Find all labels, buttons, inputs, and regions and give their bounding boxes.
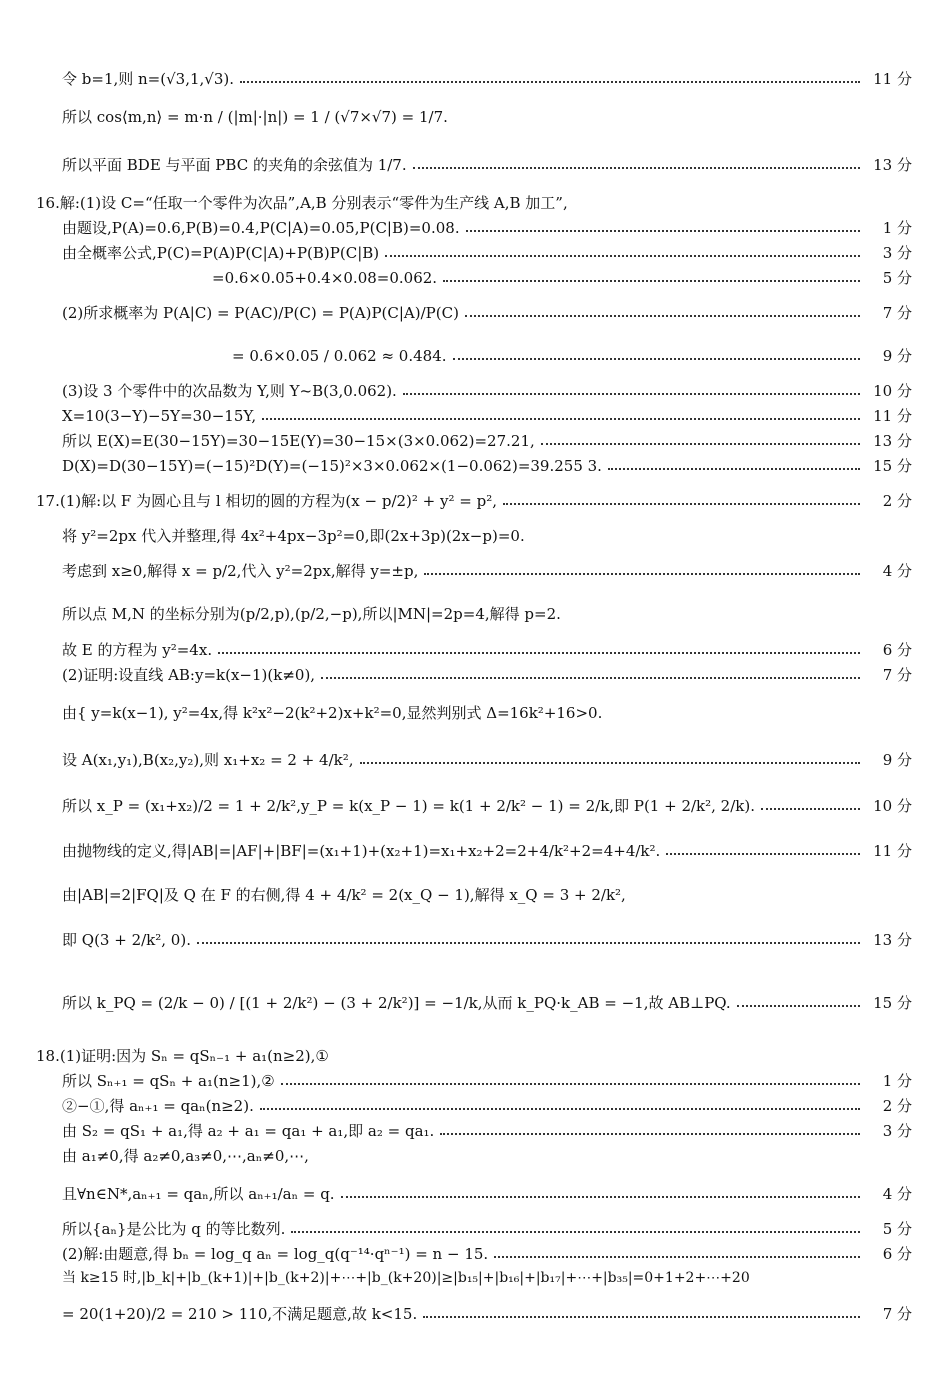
line-text: 所以 E(X)=E(30−15Y)=30−15E(Y)=30−15×(3×0.062)=27.21, [62,432,535,450]
line-text: (3)设 3 个零件中的次品数为 Y,则 Y~B(3,0.062). [62,382,397,400]
line-text: 18.(1)证明:因为 Sₙ = qSₙ₋₁ + a₁(n≥2),① [36,1047,329,1065]
leader-dots [240,79,860,83]
line-text: D(X)=D(30−15Y)=(−15)²D(Y)=(−15)²×3×0.062×(1−0.062)=39.255 3. [62,457,602,475]
answer-line [62,527,912,545]
line-text: 即 Q(3 + 2/k², 0). [62,931,191,949]
answer-line [62,457,912,475]
leader-dots [761,806,860,810]
answer-line [36,492,912,510]
line-score: 15 分 [873,457,912,475]
answer-line [62,994,912,1012]
line-text: = 0.6×0.05 / 0.062 ≈ 0.484. [232,347,447,365]
line-text: 由全概率公式,P(C)=P(A)P(C|A)+P(B)P(C|B) [62,244,380,262]
answer-line [62,1185,912,1203]
line-text: 所以 cos⟨m,n⟩ = m·n / (|m|·|n|) = 1 / (√7×√7) = 1/7. [62,108,448,126]
line-text: 令 b=1,则 n=(√3,1,√3). [62,70,235,88]
leader-dots [321,675,860,679]
answer-line [62,108,912,126]
answer-line [62,666,912,684]
line-score: 15 分 [873,994,912,1012]
line-score: 11 分 [873,842,912,860]
line-text: 所以 Sₙ₊₁ = qSₙ + a₁(n≥1),② [62,1072,275,1090]
line-text: 所以{aₙ}是公比为 q 的等比数列. [62,1220,286,1238]
line-score: 13 分 [873,931,912,949]
leader-dots [666,851,860,855]
answer-line [62,304,912,322]
line-score: 13 分 [873,432,912,450]
line-score: 5 分 [882,1220,912,1238]
line-score: 7 分 [882,304,912,322]
line-score: 1 分 [882,219,912,237]
leader-dots [360,760,860,764]
line-text: 考虑到 x≥0,解得 x = p/2,代入 y²=2px,解得 y=±p, [62,562,419,580]
answer-line [62,407,912,425]
answer-line [62,1220,912,1238]
leader-dots [341,1194,860,1198]
line-score: 3 分 [882,244,912,262]
answer-line [62,156,912,174]
line-score: 9 分 [882,751,912,769]
answer-line [62,1097,912,1115]
answer-line [62,704,912,722]
answer-line [62,1270,912,1287]
leader-dots [262,416,860,420]
line-text: 由题设,P(A)=0.6,P(B)=0.4,P(C|A)=0.05,P(C|B)=0.08. [62,219,460,237]
answer-line [62,797,912,815]
answer-line [62,70,912,88]
leader-dots [385,253,860,257]
line-score: 1 分 [882,1072,912,1090]
line-text: 所以平面 BDE 与平面 PBC 的夹角的余弦值为 1/7. [62,156,407,174]
line-text: 16.解:(1)设 C=“任取一个零件为次品”,A,B 分别表示“零件为生产线 A,B 加工”, [36,194,568,212]
line-score: 7 分 [882,666,912,684]
leader-dots [281,1081,860,1085]
line-text: 由|AB|=2|FQ|及 Q 在 F 的右侧,得 4 + 4/k² = 2(x_Q − 1),解得 x_Q = 3 + 2/k², [62,886,626,904]
line-text: 且∀n∈N*,aₙ₊₁ = qaₙ,所以 aₙ₊₁/aₙ = q. [62,1185,335,1203]
line-text: 由 S₂ = qS₁ + a₁,得 a₂ + a₁ = qa₁ + a₁,即 a₂ = qa₁. [62,1122,435,1140]
line-score: 10 分 [873,797,912,815]
leader-dots [403,391,860,395]
leader-dots [503,501,860,505]
line-text: 由抛物线的定义,得|AB|=|AF|+|BF|=(x₁+1)+(x₂+1)=x₁+x₂+2=2+4/k²+2=4+4/k². [62,842,661,860]
line-score: 6 分 [882,641,912,659]
answer-line [62,886,912,904]
line-text: 由 a₁≠0,得 a₂≠0,a₃≠0,⋯,aₙ≠0,⋯, [62,1147,309,1165]
line-text: (2)证明:设直线 AB:y=k(x−1)(k≠0), [62,666,316,684]
leader-dots [737,1003,860,1007]
answer-line [62,641,912,659]
line-text: =0.6×0.05+0.4×0.08=0.062. [212,269,438,287]
leader-dots [443,278,860,282]
line-score: 5 分 [882,269,912,287]
line-text: ②−①,得 aₙ₊₁ = qaₙ(n≥2). [62,1097,254,1115]
leader-dots [218,650,860,654]
leader-dots [465,313,860,317]
leader-dots [494,1254,860,1258]
leader-dots [260,1106,860,1110]
line-text: 当 k≥15 时,|b_k|+|b_(k+1)|+|b_(k+2)|+⋯+|b_(k+20)|≥|b₁₅|+|b₁₆|+|b₁₇|+⋯+|b₃₅|=0+1+2+⋯+20 [62,1270,750,1286]
line-text: 故 E 的方程为 y²=4x. [62,641,213,659]
leader-dots [291,1229,860,1233]
line-text: 所以 k_PQ = (2/k − 0) / [(1 + 2/k²) − (3 + 2/k²)] = −1/k,从而 k_PQ·k_AB = −1,故 AB⊥PQ. [62,994,731,1012]
answer-line [62,244,912,262]
line-score: 10 分 [873,382,912,400]
answer-line [232,347,912,365]
answer-line [62,1245,912,1263]
line-score: 9 分 [882,347,912,365]
line-text: = 20(1+20)/2 = 210 > 110,不满足题意,故 k<15. [62,1305,418,1323]
line-text: 所以 x_P = (x₁+x₂)/2 = 1 + 2/k²,y_P = k(x_P − 1) = k(1 + 2/k² − 1) = 2/k,即 P(1 + 2/k², 2/k). [62,797,755,815]
leader-dots [423,1314,860,1318]
answer-line [62,1122,912,1140]
answer-line [62,382,912,400]
line-text: 17.(1)解:以 F 为圆心且与 l 相切的圆的方程为(x − p/2)² + y² = p², [36,492,497,510]
answer-line [36,194,912,212]
line-score: 7 分 [882,1305,912,1323]
line-text: 由{ y=k(x−1), y²=4x,得 k²x²−2(k²+2)x+k²=0,显然判别式 Δ=16k²+16>0. [62,704,603,722]
line-text: 将 y²=2px 代入并整理,得 4x²+4px−3p²=0,即(2x+3p)(2x−p)=0. [62,527,525,545]
line-score: 11 分 [873,70,912,88]
answer-line [36,1047,912,1065]
answer-line [62,1305,912,1323]
leader-dots [440,1131,860,1135]
answer-line [62,562,912,580]
leader-dots [197,940,860,944]
answer-line [62,751,912,769]
line-score: 2 分 [882,492,912,510]
line-text: 设 A(x₁,y₁),B(x₂,y₂),则 x₁+x₂ = 2 + 4/k², [62,751,354,769]
leader-dots [453,356,860,360]
line-text: (2)所求概率为 P(A|C) = P(AC)/P(C) = P(A)P(C|A)/P(C) [62,304,459,322]
line-score: 4 分 [882,1185,912,1203]
answer-line [62,432,912,450]
line-score: 11 分 [873,407,912,425]
line-score: 2 分 [882,1097,912,1115]
answer-line [62,1147,912,1165]
line-text: (2)解:由题意,得 bₙ = log_q aₙ = log_q(q⁻¹⁴·qⁿ⁻¹) = n − 15. [62,1245,489,1263]
line-text: 所以点 M,N 的坐标分别为(p/2,p),(p/2,−p),所以|MN|=2p=4,解得 p=2. [62,605,561,623]
answer-line [62,931,912,949]
answer-line [62,605,912,623]
line-score: 13 分 [873,156,912,174]
leader-dots [608,466,860,470]
answer-line [62,219,912,237]
leader-dots [541,441,860,445]
line-text: X=10(3−Y)−5Y=30−15Y, [62,407,257,425]
answer-line [62,1072,912,1090]
line-score: 4 分 [882,562,912,580]
leader-dots [466,228,860,232]
leader-dots [413,165,860,169]
answer-line [212,269,912,287]
answer-line [62,842,912,860]
leader-dots [424,571,860,575]
line-score: 3 分 [882,1122,912,1140]
line-score: 6 分 [882,1245,912,1263]
